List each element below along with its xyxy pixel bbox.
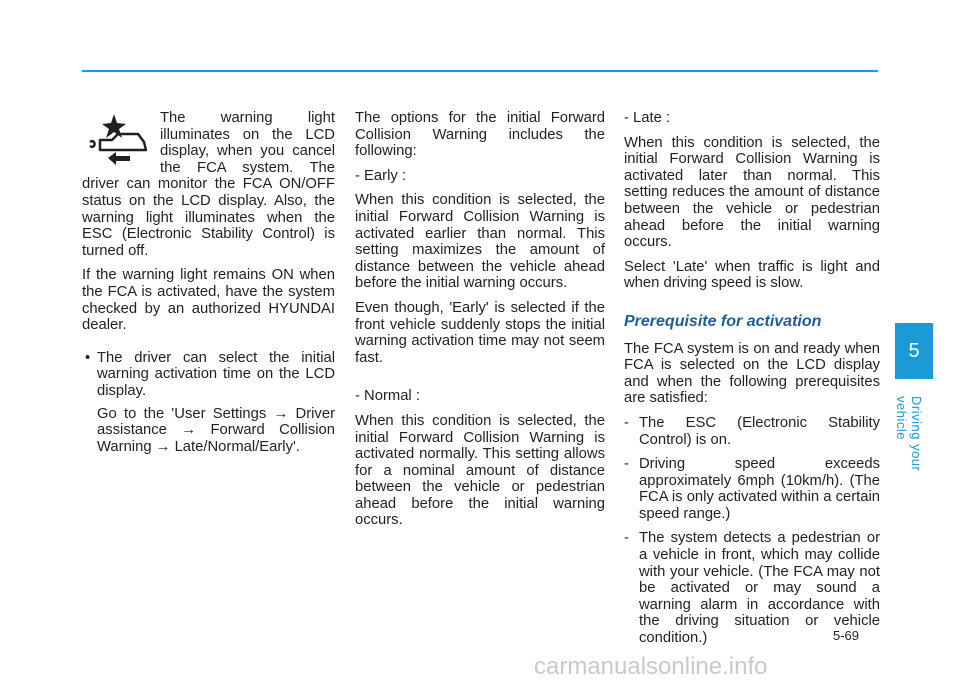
early-heading: - Early : — [355, 167, 406, 184]
section-heading: Prerequisite for activation — [624, 312, 822, 330]
list-item — [82, 350, 335, 456]
list-item: - The system detects a pedestrian or a vehicle in front, which may collide with your vehicle. (The FCA may not be activated or may sound a warning alarm in accordance with the driving situation or vehicle condition.) — [624, 530, 880, 647]
options-paragraph: The options for the initial Forward Collision Warning includes the following: — [355, 110, 605, 160]
column-2 — [355, 110, 605, 537]
late-note-paragraph: Select 'Late' when traffic is light and when driving speed is slow. — [624, 258, 880, 292]
list-item: - The ESC (Electronic Stability Control) is on. — [624, 414, 880, 448]
chapter-title: Driving your vehicle — [894, 396, 924, 472]
column-1 — [82, 110, 335, 461]
column-3 — [624, 110, 880, 655]
list-item: - Driving speed exceeds approximately 6mph (10km/h). (The FCA is only activated within a certain speed range.) — [624, 456, 880, 522]
normal-paragraph: When this condition is selected, the initial Forward Collision Warning is activated normally. This setting allows for a nominal amount of distance between the vehicle or pedestrian ahead before the initial warning occurs. — [355, 412, 605, 529]
chapter-number-tab: 5 — [895, 323, 933, 379]
late-heading: - Late : — [624, 110, 671, 126]
normal-heading: - Normal : — [355, 388, 420, 405]
early-note-paragraph: Even though, 'Early' is selected if the front vehicle suddenly stops the initial warning activation time may not seem fast. — [355, 299, 605, 366]
fca-warning-icon — [82, 112, 154, 168]
early-paragraph: When this condition is selected, the initial Forward Collision Warning is activated earlier than normal. This setting maximizes the amount of distance between the vehicle ahead before the initial warning occurs. — [355, 192, 605, 292]
watermark: carmanualsonline.info — [534, 653, 768, 680]
bullet-text: The driver can select the initial warning activation time on the LCD display. — [97, 349, 335, 399]
dealer-paragraph: If the warning light remains ON when the FCA is activated, have the system checked by an authorized HYUNDAI dealer. — [82, 267, 335, 334]
bullet-dot: • — [85, 349, 91, 366]
intro-paragraph: The warning light illuminates on the LCD display, when you cancel the FCA system. The driver can monitor the FCA ON/OFF status on the LCD display. Also, the warning light illuminates when the ESC (Electronic Stability Control) is turned off. — [82, 110, 335, 259]
bullet-sub-text: Go to the 'User Settings → Driver assistance → Forward Collision Warning → Late/Normal/Early'. — [97, 405, 335, 455]
late-paragraph: When this condition is selected, the initial Forward Collision Warning is activated later than normal. This setting reduces the amount of distance between the vehicle or pedestrian ahead before the initial warning occurs. — [624, 134, 880, 251]
page-number: 5-69 — [833, 628, 860, 643]
header-rule — [82, 70, 878, 72]
prerequisite-paragraph: The FCA system is on and ready when FCA is selected on the LCD display and when the following prerequisites are satisfied: — [624, 340, 880, 407]
